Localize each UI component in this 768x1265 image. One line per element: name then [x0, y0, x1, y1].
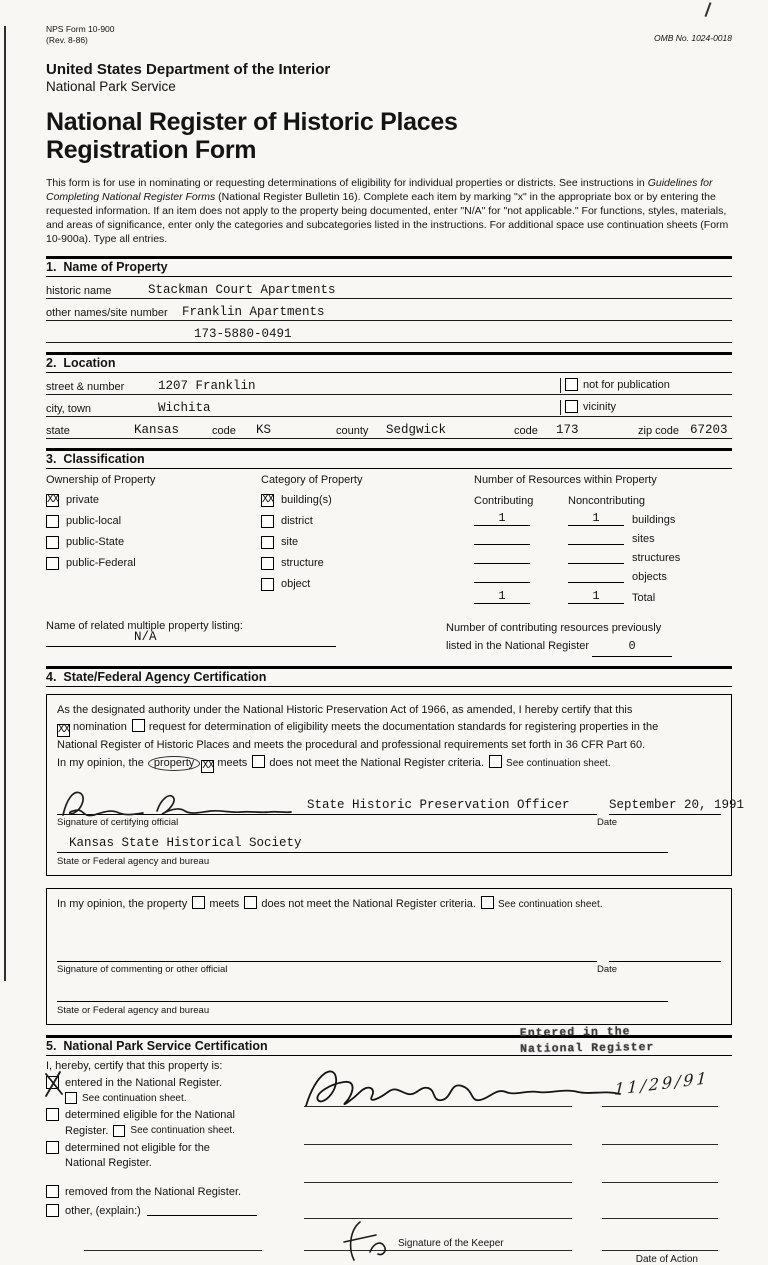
section-nps-certification — [46, 1025, 732, 1265]
commenting-signature-line[interactable] — [57, 944, 597, 962]
vicinity-cell — [560, 400, 732, 415]
contributing-total-field[interactable]: 1 — [474, 589, 530, 604]
see-continuation2-label: See continuation sheet. — [498, 899, 603, 911]
typed-officer-title: State Historic Preservation Officer — [307, 798, 570, 813]
department-title: United States Department of the Interior — [46, 61, 331, 79]
agency-bureau-field-2[interactable] — [57, 983, 668, 1002]
certifying-official-signature — [59, 785, 294, 821]
request-checkbox[interactable] — [132, 719, 145, 732]
handwritten-slash-mark — [704, 2, 711, 17]
ownership-option — [46, 535, 261, 550]
meets2-label: meets — [209, 898, 240, 911]
resources-subheaders — [474, 495, 732, 507]
date-label: Date — [597, 817, 618, 829]
street-label: street & number — [46, 380, 125, 393]
removed-option — [46, 1185, 298, 1200]
site-number-field[interactable]: 173-5880-0491 — [194, 326, 292, 341]
see-continuation-label: See continuation sheet. — [506, 758, 611, 770]
entered-option — [46, 1076, 298, 1091]
signature-certifying-label: Signature of certifying official — [57, 817, 179, 829]
signature-sublabels-2 — [57, 964, 721, 975]
scan-edge-artifact — [4, 26, 6, 981]
district-label: district — [281, 515, 313, 528]
county-code-label: code — [514, 424, 538, 437]
contributing-header: Contributing — [474, 494, 534, 507]
state-row — [46, 422, 732, 439]
ownership-option — [46, 514, 261, 529]
stamp-line1: Entered in the — [519, 1025, 631, 1040]
category-option — [261, 535, 474, 550]
category-column — [261, 474, 474, 608]
instructions-italic-title: Guidelines for Completing National Register Forms — [46, 177, 713, 204]
county-label: county — [336, 424, 369, 437]
not-eligible-checkbox[interactable] — [46, 1141, 59, 1154]
commenting-date-line[interactable] — [609, 944, 721, 962]
keeper-signature-line-3[interactable] — [304, 1182, 572, 1183]
noncontributing-header: Noncontributing — [568, 494, 646, 507]
certifying-signature-row — [57, 797, 745, 815]
action-date-line-4[interactable] — [602, 1218, 718, 1219]
object-checkbox[interactable] — [261, 578, 274, 591]
related-listing-field[interactable]: N/A — [134, 629, 157, 644]
historic-name-label: historic name — [46, 284, 112, 297]
public-federal-checkbox[interactable] — [46, 557, 59, 570]
cert-line1: As the designated authority under the National Historic Preservation Act of 1966, as amended, I hereby certify that this — [57, 703, 633, 716]
section-location — [46, 352, 732, 439]
date-of-action-label: Date of Action — [635, 1253, 698, 1265]
contributing-sites-field[interactable] — [474, 530, 530, 545]
keeper-initials-signature — [338, 1218, 388, 1264]
other-checkbox[interactable] — [46, 1204, 59, 1217]
public-state-label: public-State — [66, 536, 125, 549]
historic-name-field[interactable]: Stackman Court Apartments — [148, 282, 336, 297]
resources-title: Number of Resources within Property — [474, 473, 657, 486]
keeper-signature-label: Signature of the Keeper — [398, 1237, 504, 1249]
county-code-field[interactable]: 173 — [556, 422, 579, 437]
other-names-label: other names/site number — [46, 306, 168, 319]
commenting-signature-row — [57, 938, 721, 962]
resources-column — [474, 474, 732, 608]
contributing-buildings-field[interactable]: 1 — [474, 511, 530, 526]
nps-certify-intro: I, hereby, certify that this property is: — [46, 1059, 223, 1072]
object-label: object — [281, 578, 311, 591]
public-state-checkbox[interactable] — [46, 536, 59, 549]
ownership-option — [46, 556, 261, 571]
not-eligible-option — [46, 1141, 298, 1172]
previously-listed-line1: Number of contributing resources previously — [446, 621, 662, 634]
signature-commenting-label: Signature of commenting or other official — [57, 963, 228, 975]
noncontributing-buildings-field[interactable]: 1 — [568, 511, 624, 526]
state-field[interactable]: Kansas — [134, 422, 180, 437]
ownership-title: Ownership of Property — [46, 473, 156, 486]
classification-columns — [46, 474, 732, 608]
request-label: request for determination of eligibility meets the documentation standards for registering properties in the — [148, 721, 659, 734]
resource-row-objects — [474, 568, 732, 583]
related-listing-row — [46, 620, 732, 657]
structures-row-label: structures — [632, 551, 681, 564]
agency-bureau-label-2: State or Federal agency and bureau — [57, 1004, 210, 1016]
state-code-field[interactable]: KS — [256, 422, 272, 437]
meets-checkbox[interactable]: XX — [202, 760, 214, 773]
see-continuation2-checkbox[interactable] — [481, 896, 494, 909]
form-number-line2: (Rev. 8-86) — [46, 35, 88, 46]
previously-listed-field[interactable]: 0 — [592, 637, 672, 657]
buildings-label: building(s) — [281, 494, 332, 507]
nomination-label: nomination — [73, 721, 127, 734]
page-title-line2: Registration Form — [46, 135, 257, 164]
keeper-signature-line-2[interactable] — [304, 1144, 572, 1145]
omb-number: OMB No. 1024-0018 — [654, 33, 732, 43]
state-code-label: code — [212, 424, 236, 437]
form-number — [46, 24, 115, 46]
page-title-line1: National Register of Historic Places — [46, 108, 458, 137]
cert-line3: National Register of Historic Places and meets the procedural and professional requirements set forth in 36 CFR Part 60. — [57, 739, 646, 752]
nomination-checkbox[interactable]: XX — [58, 724, 70, 737]
certification-box-2 — [46, 888, 732, 1025]
agency-title: National Park Service — [46, 79, 176, 95]
circled-property-word: property — [148, 756, 200, 771]
opinion-pre: In my opinion, the — [57, 757, 144, 770]
resource-row-buildings — [474, 511, 732, 526]
not-eligible-line2: National Register. — [65, 1157, 152, 1170]
city-field[interactable]: Wichita — [158, 400, 211, 415]
previously-listed-line2-text: listed in the National Register — [446, 639, 590, 652]
other-label: other, (explain:) — [65, 1204, 141, 1217]
site-checkbox[interactable] — [261, 536, 274, 549]
not-for-publication-label: not for publication — [583, 378, 670, 391]
category-option — [261, 514, 474, 529]
ownership-column — [46, 474, 261, 608]
keeper-signature-line-1[interactable] — [304, 1106, 572, 1107]
eligible-line2 — [65, 1125, 298, 1137]
other-names-field[interactable]: Franklin Apartments — [182, 304, 325, 319]
typed-cert-date: September 20, 1991 — [609, 798, 745, 813]
certification-box-1 — [46, 694, 745, 877]
removed-checkbox[interactable] — [46, 1185, 59, 1198]
meets2-checkbox[interactable] — [192, 896, 205, 909]
agency-bureau-label: State or Federal agency and bureau — [57, 856, 210, 868]
section3-heading: 3. Classification — [46, 448, 732, 469]
state-label: state — [46, 424, 70, 437]
form-header — [46, 24, 732, 46]
eligible-option — [46, 1108, 298, 1123]
city-row — [46, 400, 732, 417]
buildings-checkbox[interactable]: XX — [262, 493, 274, 506]
entered-checkbox[interactable] — [46, 1076, 59, 1089]
resource-row-structures — [474, 549, 732, 564]
buildings-row-label: buildings — [632, 513, 676, 526]
contributing-structures-field[interactable] — [474, 549, 530, 564]
opinion2-pre: In my opinion, the property — [57, 898, 188, 911]
site-label: site — [281, 536, 299, 549]
entered-in-register-stamp — [519, 1024, 654, 1057]
entered-label: entered in the National Register. — [65, 1076, 223, 1089]
total-row-label: Total — [632, 591, 656, 604]
resource-row-sites — [474, 530, 732, 545]
handwritten-entered-date: 11/29/91 — [613, 1067, 711, 1099]
not-eligible-label — [65, 1141, 210, 1172]
category-option — [261, 577, 474, 592]
section-classification — [46, 448, 732, 657]
cert-line4 — [57, 755, 721, 773]
category-title: Category of Property — [261, 473, 363, 486]
noncontributing-sites-field[interactable] — [568, 530, 624, 545]
noncontributing-objects-field[interactable] — [568, 568, 624, 583]
structure-checkbox[interactable] — [261, 557, 274, 570]
public-local-label: public-local — [66, 515, 122, 528]
entered-see-cont-checkbox[interactable] — [65, 1092, 77, 1104]
sites-row-label: sites — [632, 532, 655, 545]
form-instructions — [46, 177, 732, 247]
stamp-line2: National Register — [519, 1040, 655, 1056]
meets-label: meets — [217, 757, 248, 770]
does-not-meet2-label: does not meet the National Register criteria. — [261, 898, 476, 911]
does-not-meet2-checkbox[interactable] — [244, 896, 257, 909]
street-field[interactable]: 1207 Franklin — [158, 378, 256, 393]
other-names-row — [46, 304, 732, 321]
resource-row-total — [474, 589, 732, 604]
city-label: city, town — [46, 402, 92, 415]
objects-row-label: objects — [632, 570, 667, 583]
zip-label: zip code — [638, 424, 679, 437]
entered-see-cont-label: See continuation sheet. — [82, 1092, 187, 1104]
action-date-line-1[interactable] — [602, 1106, 718, 1107]
noncontributing-structures-field[interactable] — [568, 549, 624, 564]
eligible-see-cont-checkbox[interactable] — [113, 1125, 125, 1137]
does-not-meet-label: does not meet the National Register criteria. — [269, 757, 484, 770]
zip-field[interactable]: 67203 — [690, 422, 728, 437]
private-label: private — [66, 494, 100, 507]
eligible-label2: Register. — [65, 1124, 109, 1137]
see-continuation-checkbox[interactable] — [489, 755, 502, 768]
public-local-checkbox[interactable] — [46, 515, 59, 528]
section-name-of-property — [46, 256, 732, 343]
eligible-see-cont-label: See continuation sheet. — [130, 1125, 235, 1137]
page-title — [46, 109, 732, 164]
historic-name-row — [46, 282, 732, 299]
agency-bureau-field[interactable]: Kansas State Historical Society — [57, 836, 668, 853]
public-federal-label: public-Federal — [66, 557, 136, 570]
category-option — [261, 493, 474, 508]
cert-line2 — [57, 719, 721, 737]
structure-label: structure — [281, 557, 324, 570]
certification-text — [57, 702, 721, 774]
action-date-line-3[interactable] — [602, 1182, 718, 1183]
related-listing-label: Name of related multiple property listing: — [46, 619, 243, 632]
action-date-line-2[interactable] — [602, 1144, 718, 1145]
section1-heading: 1. Name of Property — [46, 256, 732, 277]
related-listing-block — [46, 620, 446, 657]
vicinity-checkbox[interactable] — [565, 400, 578, 413]
certifying-signature-line[interactable] — [57, 797, 597, 815]
district-checkbox[interactable] — [261, 515, 274, 528]
removed-label: removed from the National Register. — [65, 1185, 242, 1198]
previously-listed-block — [446, 620, 732, 657]
ownership-option — [46, 493, 261, 508]
related-listing-line — [46, 643, 336, 647]
section4-heading: 4. State/Federal Agency Certification — [46, 666, 732, 687]
commenting-opinion-line — [57, 896, 721, 914]
private-checkbox[interactable]: XX — [47, 493, 59, 506]
not-for-publication-checkbox[interactable] — [565, 378, 578, 391]
other-explain-line[interactable] — [147, 1204, 257, 1216]
county-field[interactable]: Sedgwick — [386, 422, 447, 437]
vicinity-label: vicinity — [583, 400, 617, 413]
street-row — [46, 378, 732, 395]
nps-options-column — [46, 1060, 298, 1219]
nps-certification-body — [46, 1060, 732, 1264]
certifying-date-line[interactable] — [609, 797, 745, 815]
entered-checkbox-wrap — [46, 1076, 59, 1090]
previously-listed-line2 — [446, 637, 732, 657]
noncontributing-total-field[interactable]: 1 — [568, 589, 624, 604]
eligible-checkbox[interactable] — [46, 1108, 59, 1121]
instructions-part1: This form is for use in nominating or requesting determinations of eligibility for individual properties or districts. See instructions in — [46, 177, 648, 190]
other-names-row2 — [46, 326, 732, 343]
entered-see-cont — [65, 1092, 298, 1104]
instructions-part2: (National Register Bulletin 16). Complete each item by marking "x" in the appropriate box or by entering the requested information. If an item does not apply to the property being documented, enter "N/A" for "not applicable." For functions, styles, materials, and areas of significance, enter only the categories and subcategories listed in the instructions. For additional space use continuation sheets (Form 10-900a). Type all entries. — [46, 191, 729, 245]
form-number-line1: NPS Form 10-900 — [46, 24, 115, 34]
not-eligible-line1: determined not eligible for the — [65, 1141, 210, 1154]
eligible-label: determined eligible for the National — [65, 1109, 235, 1122]
category-option — [261, 556, 474, 571]
contributing-objects-field[interactable] — [474, 568, 530, 583]
date-label-2: Date — [597, 963, 618, 975]
not-for-publication-cell — [560, 378, 732, 393]
action-bottom-line[interactable] — [602, 1250, 718, 1251]
section-state-federal-certification — [46, 666, 745, 1025]
does-not-meet-checkbox[interactable] — [252, 755, 265, 768]
section2-heading: 2. Location — [46, 352, 732, 373]
section5-heading: 5. National Park Service Certification — [46, 1035, 732, 1056]
other-option — [46, 1204, 298, 1219]
other-bottom-line[interactable] — [84, 1250, 262, 1251]
